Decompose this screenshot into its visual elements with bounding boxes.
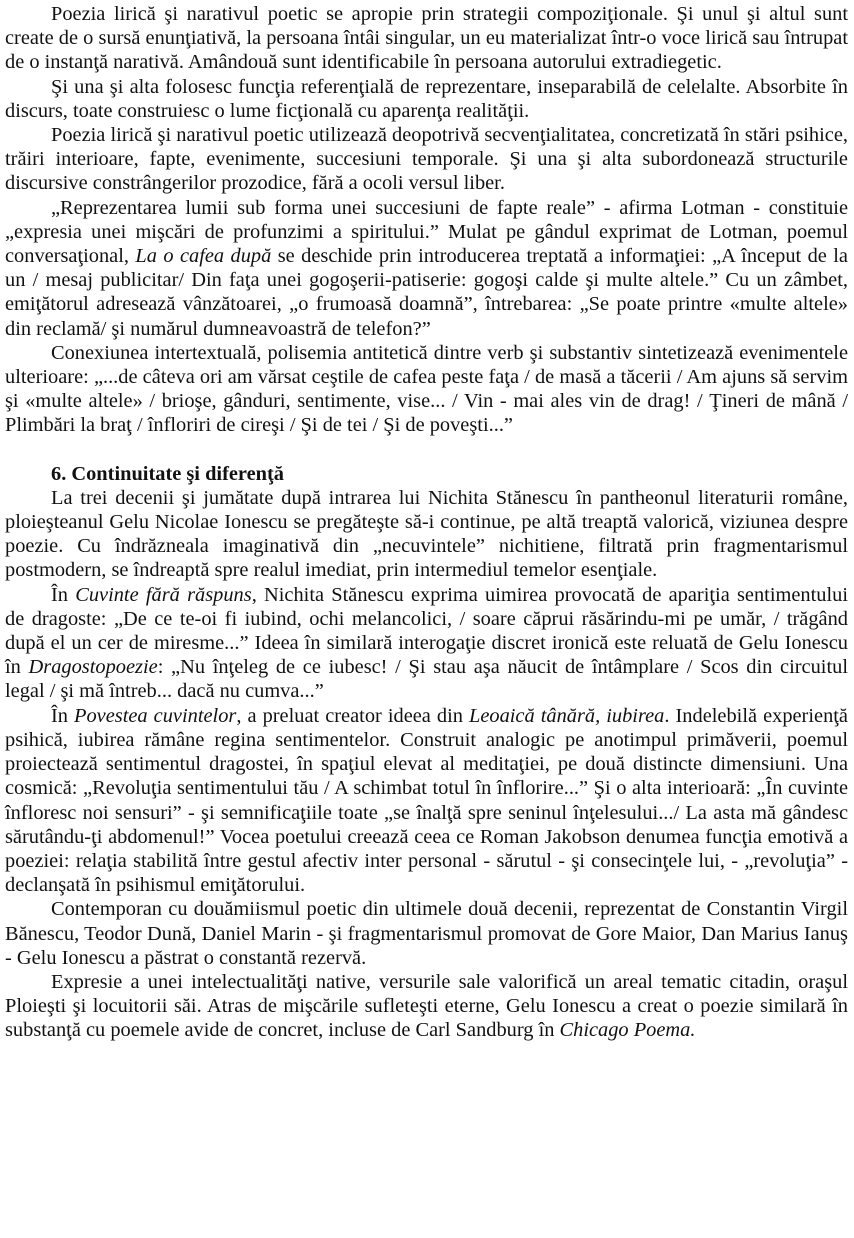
paragraph-sequentiality: Poezia lirică şi narativul poetic utilizează deopotrivă secvenţialitatea, concretizată în stări psihice, trăiri interioare, fapte, evenimente, succesiuni temporale. Şi una şi alta subordonează structurile discursive constrângerilor prozodice, fără a ocoli versul liber.: [5, 124, 848, 195]
paragraph-intertextual: Conexiunea intertextuală, polisemia antitetică dintre verb şi substantiv sintetizează evenimentele ulterioare: „...de câteva ori am vărsat ceştile de cafea peste faţa / de masă a tăcerii / Am ajuns să servim şi «multe altele» / brioşe, gânduri, sentimente, vise... / Vin - mai ales vin de drag! / Ţineri de mână / Plimbări la braţ / înfloriri de cireşi / Şi de tei / Şi de poveşti...”: [5, 341, 848, 437]
poem-title: Cuvinte fără răspuns: [75, 583, 252, 606]
poem-title: Dragostopoezie: [28, 656, 158, 679]
poem-title: Leoaică tânără, iubirea: [468, 704, 665, 727]
paragraph-referential-function: Şi una şi alta folosesc funcţia referenţială de reprezentare, inseparabilă de celelalte. Absorbite în discurs, toate construiesc o lume ficţională cu aparenţa realităţii.: [5, 75, 848, 122]
text-span: se deschide prin introducerea treptată a informaţiei: „A început de la un / mesaj publicitar/ Din faţa unei gogoşerii-patiserie: gogoşi calde şi multe altele.” Cu un zâmbet, emiţătorul adresează vânzătoarei, „o frumoasă doamnă”, întrebarea: „Se poate printre «multe altele» din reclamă/ şi numărul dumneavoastră de telefon?”: [5, 245, 848, 340]
paragraph-cuvinte-fara-raspuns: [5, 583, 848, 704]
text-span: . Indelebilă experienţă psihică, iubirea rămâne regina sentimentelor. Construit analogic pe anotimpul primăverii, poemul proiectează sentimentul dragostei, în spaţiul elevat al meditaţiei, pe două distincte dimensiuni. Una cosmică: „Revoluţia sentimentului tău / A schimbat totul în înflorire...” Şi o alta interioară: „În cuvinte înfloresc noi sensuri” - şi semnificaţiile toate „se înalţă spre seninul înţelesului.../ La asta mă gândesc sărutându-ţi abdomenul!” Vocea poetului creează ceea ce Roman Jakobson denumea funcţia emotivă a poeziei: relaţia stabilită între gestul afectiv inter personal - sărutul - şi consecinţele lui, - „revoluţia” - declanşată în psihismul emiţătorului.: [5, 704, 848, 897]
paragraph-povestea-cuvintelor: [5, 704, 848, 898]
text-span: : „Nu înţeleg de ce iubesc! / Şi stau aşa năucit de întâmplare / Scos din circuitul legal / şi mă întreb... dacă nu cumva...”: [5, 656, 848, 703]
paragraph-douamiism: Contemporan cu douămiismul poetic din ultimele două decenii, reprezentat de Constantin Virgil Bănescu, Teodor Dună, Daniel Marin - şi fragmentarismul promovat de Gore Maior, Dan Marius Ianuş - Gelu Ionescu a păstrat o constantă rezervă.: [5, 898, 848, 969]
text-span: În: [51, 704, 75, 727]
text-span: Expresie a unei intelectualităţi native, versurile sale valorifică un areal tematic citadin, oraşul Ploieşti şi locuitorii săi. Atras de mişcările sufleteşti eterne, Gelu Ionescu a creat o poezie similară în substanţă cu poemele avide de concret, incluse de Carl Sandburg în: [5, 970, 848, 1042]
poem-title: La o cafea după: [135, 245, 272, 268]
book-title: Chicago Poema.: [559, 1019, 696, 1042]
section-heading: 6. Continuitate şi diferenţă: [51, 462, 284, 485]
text-span: În: [51, 583, 76, 606]
paragraph-lyric-narrative: Poezia lirică şi narativul poetic se apropie prin strategii compoziţionale. Şi unul şi altul sunt create de o sursă enunţiativă, la persoana întâi singular, un eu materializat într-o voce lirică sau întrupat de o instanţă narativă. Amândouă sunt identificabile în persoana autorului extradiegetic.: [5, 3, 848, 74]
paragraph-three-decades: La trei decenii şi jumătate după intrarea lui Nichita Stănescu în pantheonul literaturii române, ploieşteanul Gelu Nicolae Ionescu se pregăteşte să-i continue, pe altă treaptă valorică, viziunea despre poezie. Cu îndrăzneala imaginativă din „necuvintele” nichitiene, filtrată prin fragmentarismul postmodern, se îndreaptă spre realul imediat, prin intermediul temelor esenţiale.: [5, 486, 848, 582]
poem-title: Povestea cuvintelor: [74, 704, 237, 727]
paragraph-intellectuality: [5, 970, 848, 1043]
text-span: , Nichita Stănescu exprima uimirea provocată de apariţia sentimentului de dragoste: „De ce te-oi fi iubind, ochi melancolici, / soare căprui răsărindu-mi pe umăr, / trăgând după el un cer de miresme...” Ideea în similară interogaţie discret ironică este reluată de Gelu Ionescu în: [5, 583, 848, 679]
text-span: „Reprezentarea lumii sub forma unei succesiuni de fapte reale” - afirma Lotman - constituie „expresia unei mişcări de profunzimi a spiritului.” Mulat pe gândul exprimat de Lotman, poemul conversaţional,: [5, 196, 848, 268]
paragraph-lotman: [5, 196, 848, 341]
text-span: , a preluat creator ideea din: [236, 704, 469, 727]
